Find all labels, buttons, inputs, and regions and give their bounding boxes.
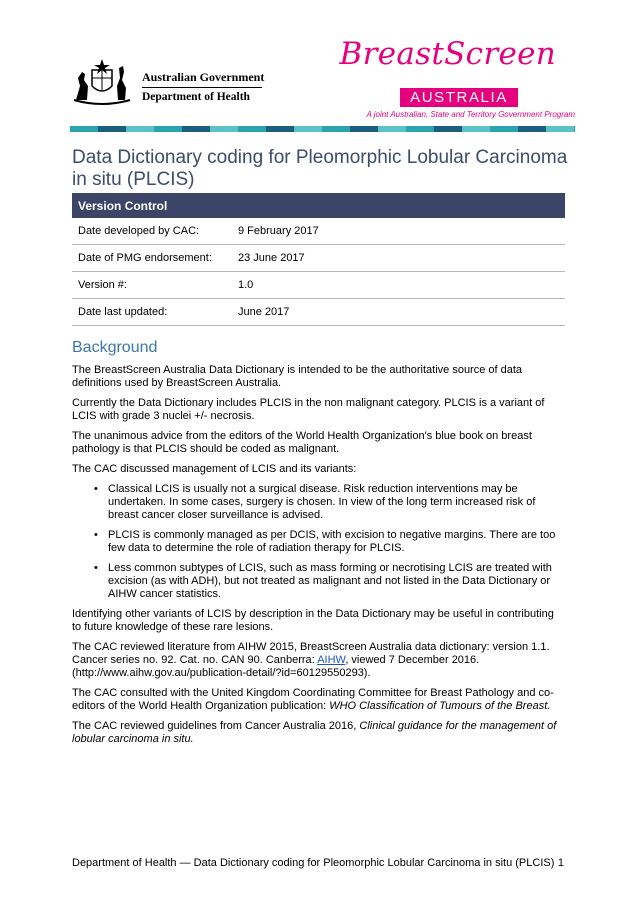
breastscreen-logo-band: AUSTRALIA [400, 88, 518, 107]
bullet-icon: • [94, 562, 98, 574]
breastscreen-logo-title: BreastScreen [339, 36, 556, 72]
table-row [72, 272, 565, 299]
aihw-link[interactable]: AIHW [317, 654, 346, 666]
paragraph: The unanimous advice from the editors of the World Health Organization's blue book on breast pathology is that PLCIS should be coded as malignant. [72, 430, 532, 455]
publication-title: Clinical guidance for the management of lobular carcinoma in situ. [72, 720, 557, 745]
page-footer [72, 857, 564, 869]
row-value: June 2017 [232, 299, 565, 326]
list-item-text: Less common subtypes of LCIS, such as mass forming or necrotising LCIS are treated with excision (as with ADH), but not treated as malignant and not listed in the Data Dictionary or AIHW cancer statistics. [108, 562, 552, 600]
paragraph: Currently the Data Dictionary includes PLCIS in the non malignant category. PLCIS is a variant of LCIS with grade 3 nuclei +/- necrosis. [72, 397, 545, 422]
background-body [72, 364, 566, 753]
government-name: Australian Government [142, 70, 265, 84]
section-heading-background: Background [72, 339, 158, 356]
version-control-heading: Version Control [72, 193, 565, 218]
paragraph: The BreastScreen Australia Data Dictionary is intended to be the authoritative source of data definitions used by BreastScreen Australia. [72, 364, 523, 389]
australian-government-logo [70, 56, 270, 110]
paragraph: Identifying other variants of LCIS by description in the Data Dictionary may be useful in contributing to future knowledge of these rare lesions. [72, 608, 554, 633]
department-name: Department of Health [142, 91, 250, 103]
row-label: Version #: [72, 272, 232, 299]
row-label: Date developed by CAC: [72, 218, 232, 245]
publication-title: WHO Classification of Tumours of the Breast. [329, 700, 551, 712]
paragraph-text: The CAC reviewed literature from AIHW 2015, BreastScreen Australia data dictionary: version 1.1. Cancer series no. 92. Cat. no. CAN 90. Canberra: [72, 641, 550, 666]
row-label: Date of PMG endorsement: [72, 245, 232, 272]
list-item [96, 529, 566, 555]
version-control-table [72, 193, 565, 326]
row-value: 1.0 [232, 272, 565, 299]
page-number: 1 [557, 857, 564, 869]
list-item [96, 483, 566, 522]
table-row [72, 299, 565, 326]
table-row [72, 218, 565, 245]
list-item-text: Classical LCIS is usually not a surgical disease. Risk reduction interventions may be undertaken. In some cases, surgery is chosen. In view of the long term increased risk of breast cancer closer surveillance is advised. [108, 483, 536, 521]
breastscreen-logo [340, 36, 580, 122]
list-item [96, 562, 566, 601]
paragraph-text: The CAC consulted with the United Kingdom Coordinating Committee for Breast Pathology and co-editors of the World Health Organization publication: [72, 687, 554, 712]
paragraph [72, 720, 566, 746]
bullet-list [72, 483, 566, 601]
header-stripe [70, 126, 575, 132]
paragraph [72, 641, 566, 680]
breastscreen-logo-subtitle: A joint Australian, State and Territory Government Program [366, 110, 575, 119]
paragraph: The CAC discussed management of LCIS and its variants: [72, 463, 357, 475]
paragraph [72, 687, 566, 713]
divider [142, 87, 262, 88]
row-value: 9 February 2017 [232, 218, 565, 245]
footer-text: Department of Health — Data Dictionary coding for Pleomorphic Lobular Carcinoma in situ (PLCIS) [72, 857, 555, 869]
table-row [72, 245, 565, 272]
bullet-icon: • [94, 529, 98, 541]
list-item-text: PLCIS is commonly managed as per DCIS, with excision to negative margins. There are too few data to determine the role of radiation therapy for PLCIS. [108, 529, 556, 554]
bullet-icon: • [94, 483, 98, 495]
page-title: Data Dictionary coding for Pleomorphic Lobular Carcinoma in situ (PLCIS) [72, 147, 568, 190]
row-value: 23 June 2017 [232, 245, 565, 272]
row-label: Date last updated: [72, 299, 232, 326]
paragraph-text: , viewed 7 December 2016. (http://www.aihw.gov.au/publication-detail/?id=60129550293). [72, 654, 480, 679]
paragraph-text: The CAC reviewed guidelines from Cancer Australia 2016, [72, 720, 360, 732]
coat-of-arms-icon [70, 56, 134, 106]
